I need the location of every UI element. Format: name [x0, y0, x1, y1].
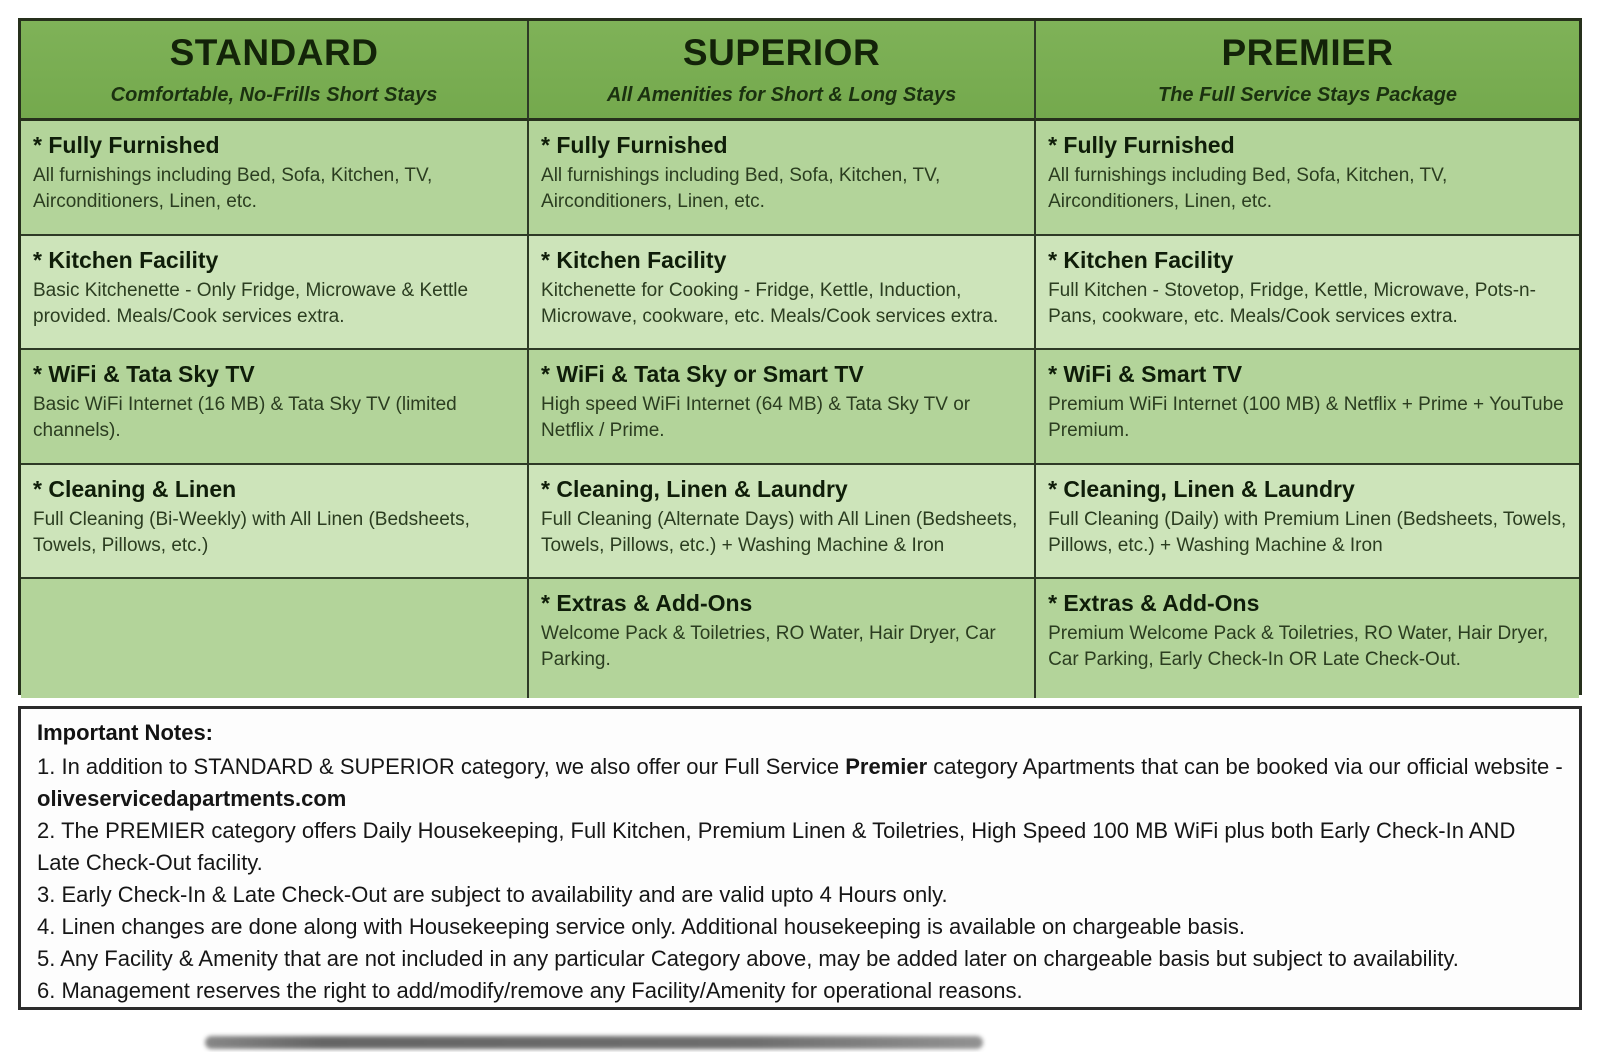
- feature-cell-premier-wifi: [1036, 350, 1579, 465]
- column-subtitle: The Full Service Stays Package: [1158, 84, 1458, 106]
- feature-cell-standard-furnished: [21, 121, 529, 236]
- feature-cell-superior-wifi: [529, 350, 1036, 465]
- feature-cell-superior-extras: [529, 579, 1036, 698]
- feature-body: Basic Kitchenette - Only Fridge, Microwave & Kettle provided. Meals/Cook services extra.: [33, 280, 469, 328]
- feature-cell-superior-cleaning: [529, 465, 1036, 579]
- feature-body: All furnishings including Bed, Sofa, Kitchen, TV, Airconditioners, Linen, etc.: [33, 165, 433, 213]
- feature-body: High speed WiFi Internet (64 MB) & Tata Sky TV or Netflix / Prime.: [541, 394, 971, 442]
- feature-cell-premier-kitchen: [1036, 236, 1579, 350]
- feature-cell-superior-furnished: [529, 121, 1036, 236]
- feature-cell-standard-wifi: [21, 350, 529, 465]
- important-notes-box: [18, 706, 1582, 1010]
- feature-heading: * Cleaning & Linen: [33, 476, 237, 502]
- feature-body: Premium Welcome Pack & Toiletries, RO Water, Hair Dryer, Car Parking, Early Check-In OR Late Check-Out.: [1048, 623, 1549, 671]
- column-header-premier: [1036, 21, 1579, 121]
- bottom-artifact: [205, 1036, 983, 1049]
- feature-body: Full Cleaning (Daily) with Premium Linen (Bedsheets, Towels, Pillows, etc.) + Washing Machine & Iron: [1048, 509, 1567, 557]
- feature-body: All furnishings including Bed, Sofa, Kitchen, TV, Airconditioners, Linen, etc.: [1048, 165, 1448, 213]
- column-title: SUPERIOR: [682, 32, 881, 73]
- notes-heading: Important Notes:: [37, 720, 213, 745]
- feature-body: Kitchenette for Cooking - Fridge, Kettle, Induction, Microwave, cookware, etc. Meals/Cook services extra.: [541, 280, 999, 328]
- column-subtitle: Comfortable, No-Frills Short Stays: [110, 84, 438, 106]
- feature-heading: * Fully Furnished: [1048, 132, 1235, 158]
- category-comparison-table: [18, 18, 1582, 695]
- feature-cell-standard-empty: [21, 579, 529, 698]
- note-text-segment: 1. In addition to STANDARD & SUPERIOR category, we also offer our Full Service: [37, 754, 846, 779]
- feature-heading: * Fully Furnished: [541, 132, 728, 158]
- column-title: STANDARD: [169, 32, 379, 73]
- note-item-4: 4. Linen changes are done along with Housekeeping service only. Additional housekeeping is available on chargeable basis.: [37, 914, 1245, 939]
- note-text-bold: Premier: [845, 754, 928, 779]
- feature-heading: * Cleaning, Linen & Laundry: [1048, 476, 1355, 502]
- note-text-segment: category Apartments that can be booked via our official website -: [927, 754, 1563, 779]
- note-item-2: 2. The PREMIER category offers Daily Housekeeping, Full Kitchen, Premium Linen & Toiletries, High Speed 100 MB WiFi plus both Early Check-In AND Late Check-Out facility.: [37, 818, 1516, 875]
- note-item-6: 6. Management reserves the right to add/modify/remove any Facility/Amenity for operational reasons.: [37, 978, 1023, 1003]
- feature-cell-premier-extras: [1036, 579, 1579, 698]
- column-header-standard: [21, 21, 529, 121]
- feature-body: Full Kitchen - Stovetop, Fridge, Kettle, Microwave, Pots-n-Pans, cookware, etc. Meals/Cook services extra.: [1048, 280, 1536, 328]
- feature-body: All furnishings including Bed, Sofa, Kitchen, TV, Airconditioners, Linen, etc.: [541, 165, 941, 213]
- feature-heading: * Fully Furnished: [33, 132, 220, 158]
- feature-heading: * WiFi & Tata Sky TV: [33, 361, 255, 387]
- note-item-5: 5. Any Facility & Amenity that are not included in any particular Category above, may be added later on chargeable basis but subject to availability.: [37, 946, 1459, 971]
- feature-cell-standard-cleaning: [21, 465, 529, 579]
- feature-body: Premium WiFi Internet (100 MB) & Netflix + Prime + YouTube Premium.: [1048, 394, 1564, 442]
- feature-heading: * Kitchen Facility: [541, 247, 727, 273]
- feature-heading: * Kitchen Facility: [1048, 247, 1234, 273]
- note-website-text: oliveservicedapartments.com: [37, 786, 347, 811]
- feature-body: Full Cleaning (Bi-Weekly) with All Linen (Bedsheets, Towels, Pillows, etc.): [33, 509, 470, 557]
- feature-cell-superior-kitchen: [529, 236, 1036, 350]
- feature-heading: * WiFi & Smart TV: [1048, 361, 1243, 387]
- feature-cell-premier-furnished: [1036, 121, 1579, 236]
- feature-heading: * Extras & Add-Ons: [1048, 590, 1260, 616]
- feature-cell-standard-kitchen: [21, 236, 529, 350]
- feature-heading: * Extras & Add-Ons: [541, 590, 753, 616]
- feature-body: Full Cleaning (Alternate Days) with All Linen (Bedsheets, Towels, Pillows, etc.) + Washing Machine & Iron: [541, 509, 1018, 557]
- feature-heading: * WiFi & Tata Sky or Smart TV: [541, 361, 864, 387]
- note-item-1: [37, 751, 1563, 815]
- note-item-3: 3. Early Check-In & Late Check-Out are subject to availability and are valid upto 4 Hours only.: [37, 882, 948, 907]
- column-title: PREMIER: [1221, 32, 1394, 73]
- column-header-superior: [529, 21, 1036, 121]
- feature-body: Welcome Pack & Toiletries, RO Water, Hair Dryer, Car Parking.: [541, 623, 996, 671]
- feature-heading: * Cleaning, Linen & Laundry: [541, 476, 848, 502]
- feature-heading: * Kitchen Facility: [33, 247, 219, 273]
- feature-body: Basic WiFi Internet (16 MB) & Tata Sky TV (limited channels).: [33, 394, 457, 442]
- column-subtitle: All Amenities for Short & Long Stays: [606, 84, 957, 106]
- feature-cell-premier-cleaning: [1036, 465, 1579, 579]
